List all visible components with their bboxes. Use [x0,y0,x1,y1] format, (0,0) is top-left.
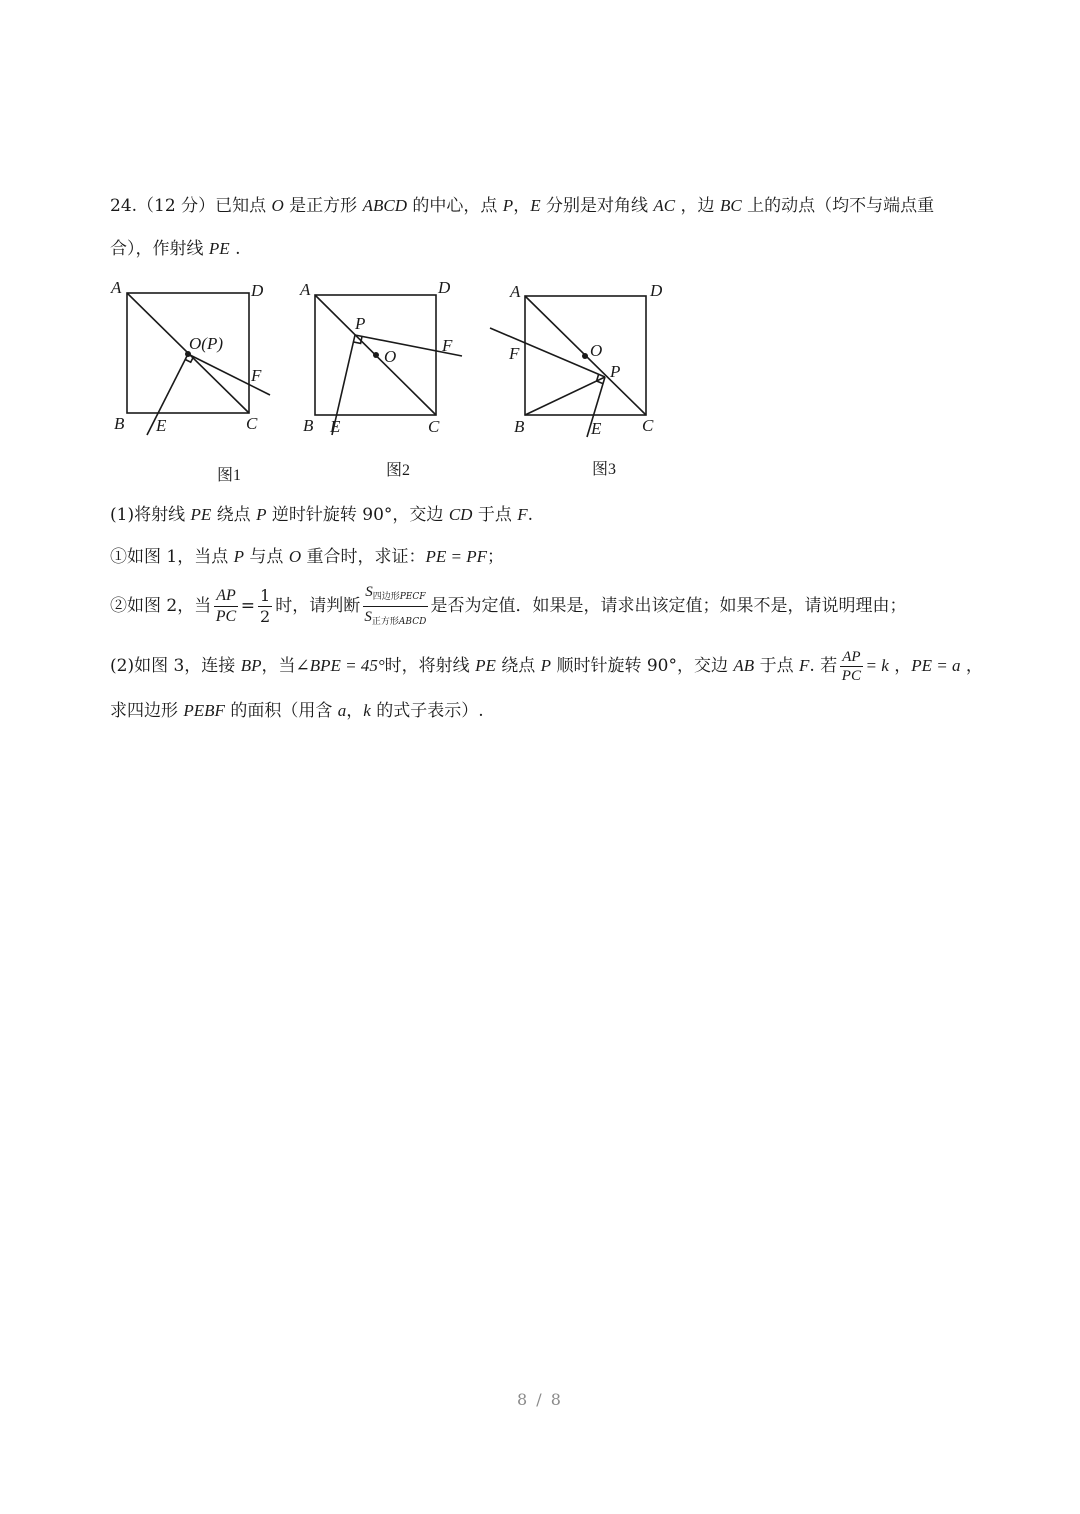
area-subscript: ABCD [398,617,427,627]
stem-text: . [229,239,241,259]
var-P: P [256,505,267,524]
fraction-numerator: AP [842,649,861,665]
var-E: E [530,196,541,215]
fig2-point-o [373,352,379,358]
fig3-label-b: B [514,417,525,436]
fig1-label-b: B [114,414,125,433]
fraction-denominator: PC [841,668,861,684]
var-P: P [233,547,245,566]
fig2-label-d: D [438,278,451,297]
fig3-segment-bp [525,377,605,415]
stem-text: 上的动点（均不与端点重 [741,196,935,216]
fig3-label-p: P [610,362,621,381]
stem-text: 是正方形 [283,196,363,216]
var-F: F [517,505,528,524]
part2-text: (2)如图 3，连接 [110,656,241,676]
q2-text: 时，请判断 [275,596,361,616]
fig2-label-a: A [300,280,311,299]
stem-text: 已知点 [215,196,272,216]
q2-text: 是否为定值．如果是，请求出该定值；如果不是，请说明理由； [430,596,907,616]
q1-text: 重合时，求证： [301,547,426,567]
problem-score: （12 分） [137,196,216,216]
part2-text: . 若 [809,656,838,676]
var-CD: CD [448,505,473,524]
fraction-ap-pc [840,648,862,685]
fig3-label-c: C [642,416,654,435]
fig1-label-c: C [246,414,258,433]
fig2-label-f: F [442,336,453,355]
fig3-label-e: E [591,419,602,438]
var-a: a [337,701,347,720]
angle-bpe: ∠BPE = 45° [295,656,385,675]
part-2-line-2 [110,698,484,724]
fraction-numerator: 1 [260,586,271,605]
part2-text: 求四边形 [110,701,184,721]
area-subscript: PECF [399,592,426,602]
fig3-label-d: D [650,281,663,300]
fraction-denominator: 2 [260,607,271,626]
problem-stem-line-1 [110,193,934,219]
var-AB: AB [733,656,755,675]
var-PE: PE [208,239,230,258]
fig2-label-o: O [384,347,397,366]
fraction-ap-pc [214,586,238,627]
part1-text: (1)将射线 [110,505,191,525]
area-symbol: S [365,584,373,600]
fraction-area-ratio [363,582,427,631]
part2-text: ， [888,656,912,676]
fig2-label-p: P [355,314,366,333]
fig1-label-e: E [156,416,167,435]
var-ABCD: ABCD [362,196,407,215]
question-2 [110,582,907,631]
area-symbol: S [364,609,372,625]
var-BC: BC [719,196,742,215]
q1-text: ； [487,547,505,567]
var-P: P [502,196,514,215]
fig1-label-f: F [251,366,262,385]
var-k: k [363,701,371,720]
fig3-point-o [582,353,588,359]
var-F: F [799,656,810,675]
part2-text: 的面积（用含 [224,701,338,721]
var-PEBF: PEBF [183,701,225,720]
part2-text: ， [346,701,364,721]
fig2-label-c: C [428,417,440,436]
part2-text: ， [960,656,983,676]
fig1-label-a: A [111,278,122,297]
fraction-one-half [258,586,272,627]
fig3-label-f: F [509,344,520,363]
part-1-intro [110,502,533,528]
stem-text: 合），作射线 [110,239,209,259]
q1-text: ①如图 1，当点 [110,547,234,567]
equation-pe-pf: PE = PF [425,547,488,566]
var-O: O [271,196,284,215]
fraction-denominator [363,607,427,631]
part2-text: ，当 [261,656,296,676]
fig1-label-op: O(P) [189,334,223,353]
fig3-caption: 图3 [592,461,617,478]
part-2-line-1 [110,648,983,685]
fig1-label-d: D [251,281,264,300]
var-PE: PE [190,505,212,524]
var-P: P [540,656,552,675]
stem-text: ，边 [675,196,720,216]
equals-sign: = [240,596,256,616]
page-number: 8 / 8 [517,1390,563,1409]
area-subscript-cn: 正方形 [371,617,399,627]
var-AC: AC [653,196,676,215]
part1-text: . [527,505,534,525]
var-BP: BP [240,656,262,675]
fraction-denominator: PC [215,608,237,625]
figures [100,270,700,490]
fraction-numerator [363,582,427,607]
fraction-numerator: AP [214,586,238,607]
equation-pe-a: PE = a [911,656,961,675]
part2-text: 的式子表示）. [370,701,484,721]
part1-text: 逆时针旋转 90°，交边 [266,505,449,525]
q2-text: ②如图 2，当 [110,596,212,616]
part1-text: 于点 [472,505,518,525]
q1-text: 与点 [244,547,289,567]
area-subscript-cn: 四边形 [372,592,400,602]
fig2-label-e: E [330,417,341,436]
fig3-label-a: A [510,282,521,301]
fig3-label-o: O [590,341,603,360]
fig2-caption: 图2 [386,462,411,479]
stem-text: ， [513,196,531,216]
fig1-caption: 图1 [217,467,242,484]
figure-3 [490,296,646,437]
question-1 [110,544,504,570]
part2-text: 绕点 [495,656,541,676]
part2-text: 顺时针旋转 90°，交边 [551,656,734,676]
part2-text: 于点 [754,656,799,676]
part1-text: 绕点 [211,505,257,525]
problem-number: 24. [110,196,138,216]
var-O: O [288,547,302,566]
fig1-ray-pe [147,354,188,435]
var-PE: PE [475,656,496,675]
problem-stem-line-2 [110,236,241,262]
stem-text: 的中心，点 [406,196,503,216]
part2-text: 时，将射线 [384,656,476,676]
fig2-label-b: B [303,416,314,435]
fig3-ray-pf [490,328,605,377]
stem-text: 分别是对角线 [540,196,654,216]
equation-k: = k [865,656,889,675]
